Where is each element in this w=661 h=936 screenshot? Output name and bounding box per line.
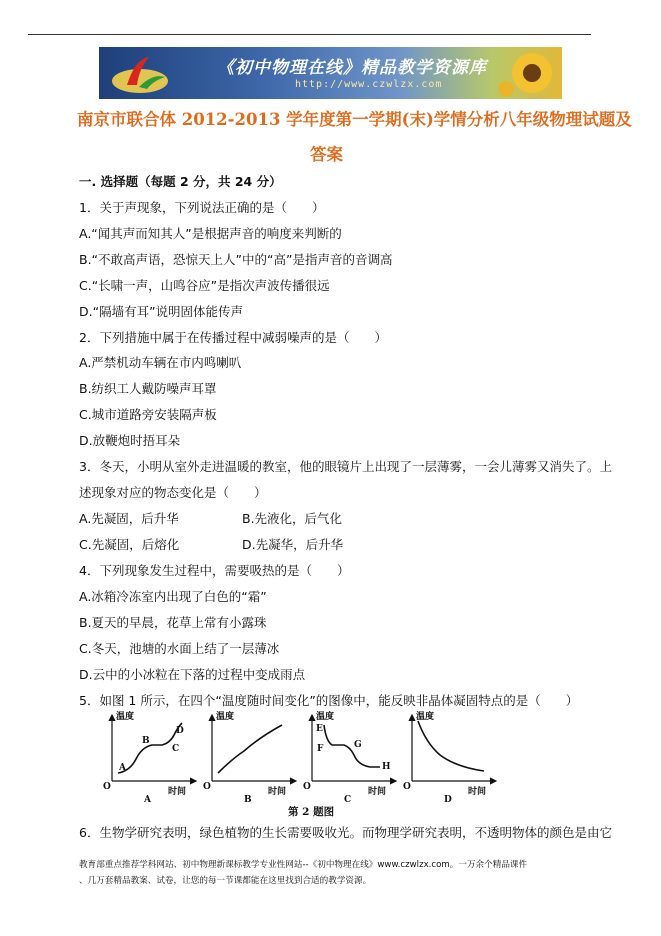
graph-a-ylabel: 温度 [116,712,135,722]
graph-b-xlabel: 时间 [268,787,287,797]
question-2-option-c: C.城市道路旁安装隔声板 [79,407,217,422]
question-4-option-a: A.冰箱冷冻室内出现了白色的“霜” [79,589,267,604]
header-rule [28,34,591,35]
temperature-graphs-figure [100,707,500,815]
graph-a-point-d: D [176,726,184,736]
graph-a-label: A [144,795,151,805]
question-4-option-b: B.夏天的早晨，花草上常有小露珠 [79,615,267,630]
document-title-line1: 南京市联合体 2012-2013 学年度第一学期(末)学情分析八年级物理试题及 [77,110,632,129]
question-4-option-d: D.云中的小冰粒在下落的过程中变成雨点 [79,667,306,682]
graph-a-point-a: A [119,763,126,773]
question-5-stem: 5．如图 1 所示，在四个“温度随时间变化”的图像中，能反映非晶体凝固特点的是（ ） [79,693,579,708]
graph-d-ylabel: 温度 [416,712,435,722]
graph-b-origin: O [203,782,211,792]
question-3-option-b: B.先液化，后气化 [242,511,343,526]
question-3-option-a: A.先凝固，后升华 [79,511,179,526]
question-1-option-a: A.“闻其声而知其人”是根据声音的响度来判断的 [79,226,342,241]
graph-b-ylabel: 温度 [216,712,235,722]
question-1-option-d: D.“隔墙有耳”说明固体能传声 [79,304,244,319]
graph-d [403,710,496,805]
banner-url[interactable]: http://www.czwlzx.com [295,79,443,90]
document-title-line2: 答案 [310,145,343,164]
graph-c-point-h: H [382,762,391,772]
question-3-option-c: C.先凝固，后熔化 [79,537,180,552]
question-2-stem: 2．下列措施中属于在传播过程中减弱噪声的是（ ） [79,330,387,345]
graph-c-ylabel: 温度 [316,712,335,722]
graph-c-point-e: E [316,724,323,734]
site-banner[interactable] [99,47,562,99]
question-3-option-d: D.先凝华，后升华 [242,537,344,552]
graph-c-origin: O [303,782,311,792]
sunflower-icon [498,49,558,97]
graph-c-xlabel: 时间 [368,787,387,797]
question-2-option-a: A.严禁机动车辆在市内鸣喇叭 [79,355,242,370]
graph-d-origin: O [403,782,411,792]
graph-c-label: C [344,795,352,805]
question-4-stem: 4．下列现象发生过程中，需要吸热的是（ ） [79,563,350,578]
graph-a-xlabel: 时间 [168,787,187,797]
graph-b [203,710,296,805]
question-2-option-b: B.纺织工人戴防噪声耳罩 [79,381,217,396]
graph-c-point-g: G [354,740,362,750]
question-2-option-d: D.放鞭炮时捂耳朵 [79,433,181,448]
graph-d-xlabel: 时间 [468,787,487,797]
section-heading: 一. 选择题（每题 2 分，共 24 分） [79,174,282,189]
question-1-stem: 1．关于声现象，下列说法正确的是（ ） [79,200,325,215]
figure-caption: 第 2 题图 [288,806,335,818]
graph-a-origin: O [103,782,111,792]
graph-b-label: B [244,795,252,805]
question-3-stem-line1: 3．冬天，小明从室外走进温暖的教室，他的眼镜片上出现了一层薄雾，一会儿薄雾又消失了。上 [79,459,612,474]
question-1-option-b: B.“不敢高声语，恐惊天上人”中的“高”是指声音的音调高 [79,252,393,267]
question-6-stem: 6．生物学研究表明，绿色植物的生长需要吸收光。而物理学研究表明，不透明物体的颜色是由它 [79,825,612,840]
question-1-option-c: C.“长啸一声，山鸣谷应”是指次声波传播很远 [79,278,330,293]
graph-c-point-f: F [317,744,324,754]
graph-a-point-b: B [142,736,150,746]
footer-line1: 教育部重点推荐学科网站、初中物理新课标教学专业性网站--《初中物理在线》www.czwlzx.com。一万余个精品课件 [79,860,528,870]
graph-a-point-c: C [172,744,180,754]
footer-line2: 、几万套精品教案、试卷，让您的每一节课都能在这里找到合适的教学资源。 [79,876,372,886]
banner-title: 《初中物理在线》精品教学资源库 [217,58,487,78]
question-4-option-c: C.冬天，池塘的水面上结了一层薄冰 [79,641,280,656]
site-logo-icon [109,51,171,97]
question-3-stem-line2: 述现象对应的物态变化是（ ） [79,485,267,500]
graph-d-label: D [444,795,452,805]
graph-c [303,710,396,805]
graph-a [103,710,196,805]
